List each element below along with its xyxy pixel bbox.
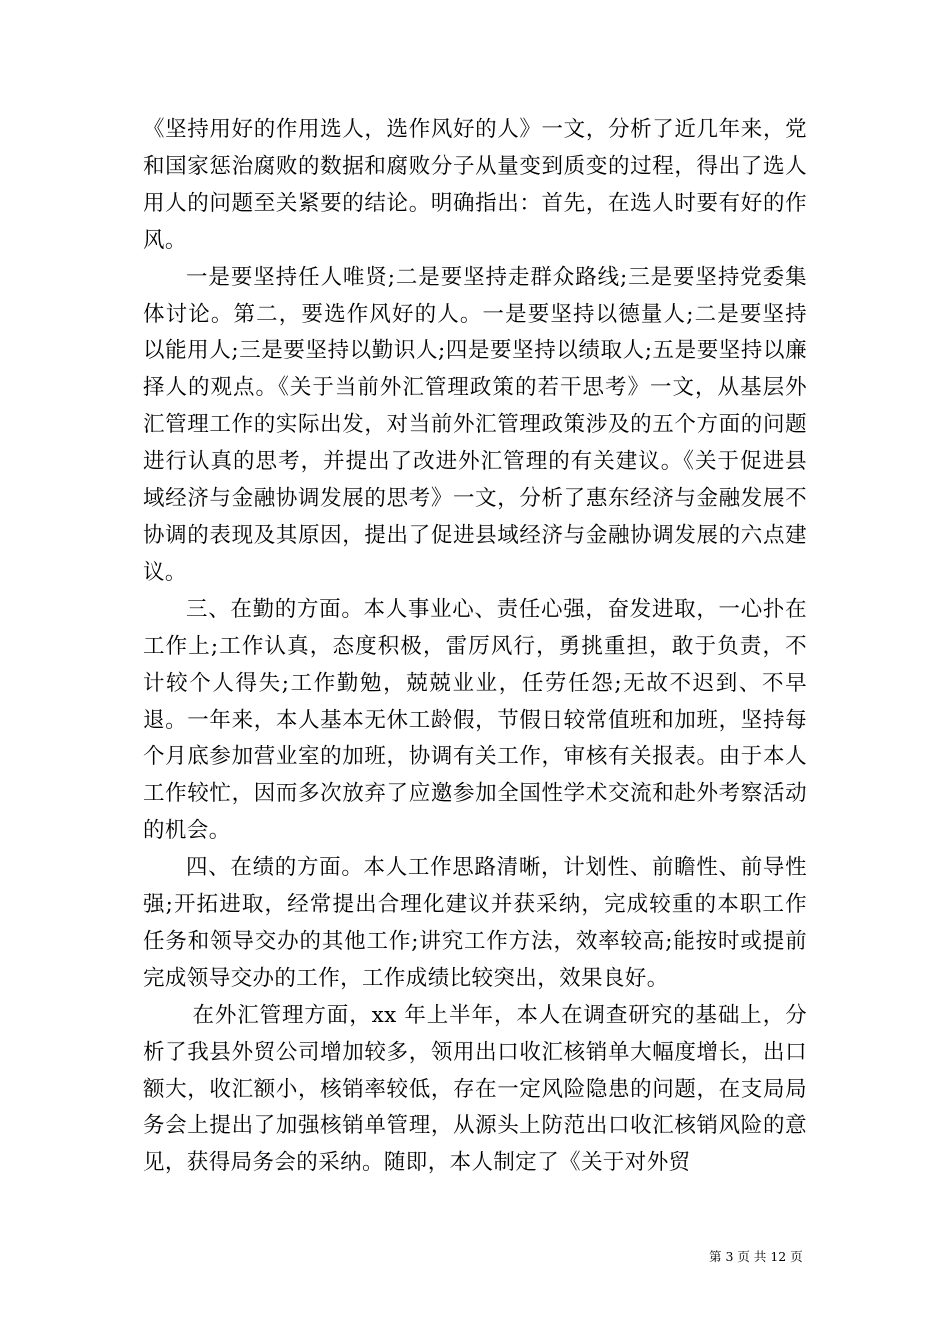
paragraph-4: 四、在绩的方面。本人工作思路清晰，计划性、前瞻性、前导性强;开拓进取，经常提出合理化建议并获采纳，完成较重的本职工作任务和领导交办的其他工作;讲究工作方法，效率较高;能按时或提前完成领导交办的工作，工作成绩比较突出，效果良好。 — [143, 855, 807, 991]
paragraph-1: 《坚持用好的作用选人，选作风好的人》一文，分析了近几年来，党和国家惩治腐败的数据和腐败分子从量变到质变的过程，得出了选人用人的问题至关紧要的结论。明确指出：首先，在选人时要有好的作风。 — [143, 117, 807, 253]
document-body — [143, 112, 807, 1182]
paragraph-2: 一是要坚持任人唯贤;二是要坚持走群众路线;三是要坚持党委集体讨论。第二，要选作风好的人。一是要坚持以德量人;二是要坚持以能用人;三是要坚持以勤识人;四是要坚持以绩取人;五是要坚持以廉择人的观点。《关于当前外汇管理政策的若干思考》一文，从基层外汇管理工作的实际出发，对当前外汇管理政策涉及的五个方面的问题进行认真的思考，并提出了改进外汇管理的有关建议。《关于促进县域经济与金融协调发展的思考》一文，分析了惠东经济与金融发展不协调的表现及其原因，提出了促进县域经济与金融协调发展的六点建议。 — [143, 264, 807, 585]
paragraph-5: 在外汇管理方面，xx 年上半年，本人在调查研究的基础上，分析了我县外贸公司增加较多，领用出口收汇核销单大幅度增长，出口额大，收汇额小，核销率较低，存在一定风险隐患的问题，在支局局务会上提出了加强核销单管理，从源头上防范出口收汇核销风险的意见，获得局务会的采纳。随即，本人制定了《关于对外贸 — [143, 1002, 807, 1176]
page-number-footer: 第 3 页 共 12 页 — [709, 1249, 803, 1264]
paragraph-3: 三、在勤的方面。本人事业心、责任心强，奋发进取，一心扑在工作上;工作认真，态度积极，雷厉风行，勇挑重担，敢于负责，不计较个人得失;工作勤勉，兢兢业业，任劳任怨;无故不迟到、不早退。一年来，本人基本无休工龄假，节假日较常值班和加班，坚持每个月底参加营业室的加班，协调有关工作，审核有关报表。由于本人工作较忙，因而多次放弃了应邀参加全国性学术交流和赴外考察活动的机会。 — [143, 596, 807, 844]
